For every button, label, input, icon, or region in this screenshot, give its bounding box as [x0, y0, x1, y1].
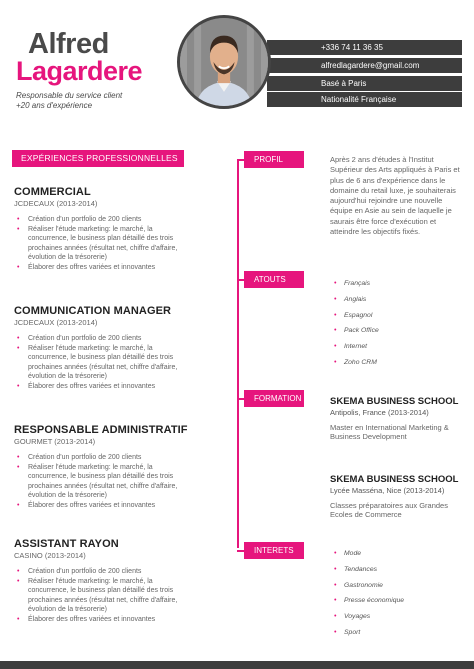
- school-description: Master en International Marketing & Business Development: [330, 423, 449, 442]
- job-task: • Création d'un portfolio de 200 clients: [14, 215, 194, 225]
- job-task: • Réaliser l'étude marketing: le marché, la concurrence, le business plan détaillé des trois prochaines années (résultat net, chiffre d'affaire, évolution de la trésorerie): [14, 577, 194, 615]
- job-tasks: [14, 334, 194, 392]
- tagline-experience: +20 ans d'expérience: [16, 101, 93, 110]
- job-task: • Création d'un portfolio de 200 clients: [14, 334, 194, 344]
- school-entry: [330, 474, 470, 520]
- job-tasks: [14, 453, 194, 511]
- job-company: CASINO (2013-2014): [14, 551, 86, 560]
- interet-item: • Presse économique: [334, 595, 404, 611]
- job-task: • Réaliser l'étude marketing: le marché, la concurrence, le business plan détaillé des trois prochaines années (résultat net, chiffre d'affaire, évolution de la trésorerie): [14, 344, 194, 382]
- interet-item: • Gastronomie: [334, 580, 404, 596]
- first-name: Alfred: [28, 28, 109, 60]
- tagline-role: Responsable du service client: [16, 91, 123, 100]
- job-title: COMMUNICATION MANAGER: [14, 305, 172, 317]
- job-entry: [14, 186, 194, 273]
- interet-item: • Mode: [334, 548, 404, 564]
- job-task: • Réaliser l'étude marketing: le marché, la concurrence, le business plan détaillé des trois prochaines années (résultat net, chiffre d'affaire, évolution de la trésorerie): [14, 463, 194, 501]
- profil-heading: PROFIL: [244, 151, 304, 168]
- job-company: GOURMET (2013-2014): [14, 437, 96, 446]
- timeline-line: [237, 160, 239, 548]
- experience-heading: EXPÉRIENCES PROFESSIONNELLES: [12, 150, 184, 167]
- job-task: • Élaborer des offres variées et innovantes: [14, 501, 194, 511]
- job-company: JCDECAUX (2013-2014): [14, 199, 98, 208]
- school-name: SKEMA BUSINESS SCHOOL: [330, 396, 459, 407]
- job-task: • Réaliser l'étude marketing: le marché, la concurrence, le business plan détaillé des trois prochaines années (résultat net, chiffre d'affaire, évolution de la trésorerie): [14, 225, 194, 263]
- job-task: • Élaborer des offres variées et innovantes: [14, 263, 194, 273]
- contact-email: alfredlagardere@gmail.com: [267, 58, 462, 73]
- job-title: COMMERCIAL: [14, 186, 91, 198]
- job-task: • Création d'un portfolio de 200 clients: [14, 567, 194, 577]
- atouts-heading: ATOUTS: [244, 271, 304, 288]
- footer-bar: [0, 661, 474, 669]
- contact-nationality: Nationalité Française: [267, 92, 462, 107]
- school-place: Lycée Masséna, Nice (2013-2014): [330, 486, 445, 495]
- interet-item: • Sport: [334, 627, 404, 643]
- contact-phone: +336 74 11 36 35: [267, 40, 462, 55]
- job-task: • Élaborer des offres variées et innovantes: [14, 615, 194, 625]
- interet-item: • Tendances: [334, 564, 404, 580]
- last-name: Lagardere: [16, 56, 143, 86]
- job-tasks: [14, 215, 194, 273]
- job-entry: [14, 305, 194, 392]
- contact-location: Basé à Paris: [267, 76, 462, 91]
- interets-heading: INTERETS: [244, 542, 304, 559]
- school-name: SKEMA BUSINESS SCHOOL: [330, 474, 459, 485]
- atout-item: • Espagnol: [334, 310, 379, 326]
- tagline: [16, 91, 122, 111]
- profile-photo: [177, 15, 271, 109]
- interet-item: • Voyages: [334, 611, 404, 627]
- job-task: • Élaborer des offres variées et innovantes: [14, 382, 194, 392]
- school-entry: [330, 396, 470, 442]
- job-company: JCDECAUX (2013-2014): [14, 318, 98, 327]
- job-entry: [14, 538, 194, 625]
- atout-item: • Pack Office: [334, 325, 379, 341]
- job-task: • Création d'un portfolio de 200 clients: [14, 453, 194, 463]
- job-tasks: [14, 567, 194, 625]
- atout-item: • Zoho CRM: [334, 357, 379, 373]
- candidate-name: [16, 30, 142, 85]
- atout-item: • Anglais: [334, 294, 379, 310]
- school-description: Classes préparatoires aux Grandes Ecoles de Commerce: [330, 501, 448, 520]
- atout-item: • Français: [334, 278, 379, 294]
- formation-heading: FORMATION: [244, 390, 304, 407]
- job-entry: [14, 424, 194, 511]
- interets-list: [334, 548, 404, 643]
- atouts-list: [334, 278, 379, 373]
- job-title: RESPONSABLE ADMINISTRATIF: [14, 424, 188, 436]
- profile-photo-illustration: [180, 18, 268, 106]
- job-title: ASSISTANT RAYON: [14, 538, 119, 550]
- atout-item: • Internet: [334, 341, 379, 357]
- profil-text: Après 2 ans d'études à l'Institut Supérieur des Arts appliqués à Paris et plus de 6 ans d'expérience dans le domaine du retail luxe, je souhaiterais aujourd'hui rejoindre une nouvelle équipe en Asie au sein de laquelle je saurais être force d'exécution et atteindre les objectifs fixés.: [330, 155, 460, 237]
- school-place: Antipolis, France (2013-2014): [330, 408, 429, 417]
